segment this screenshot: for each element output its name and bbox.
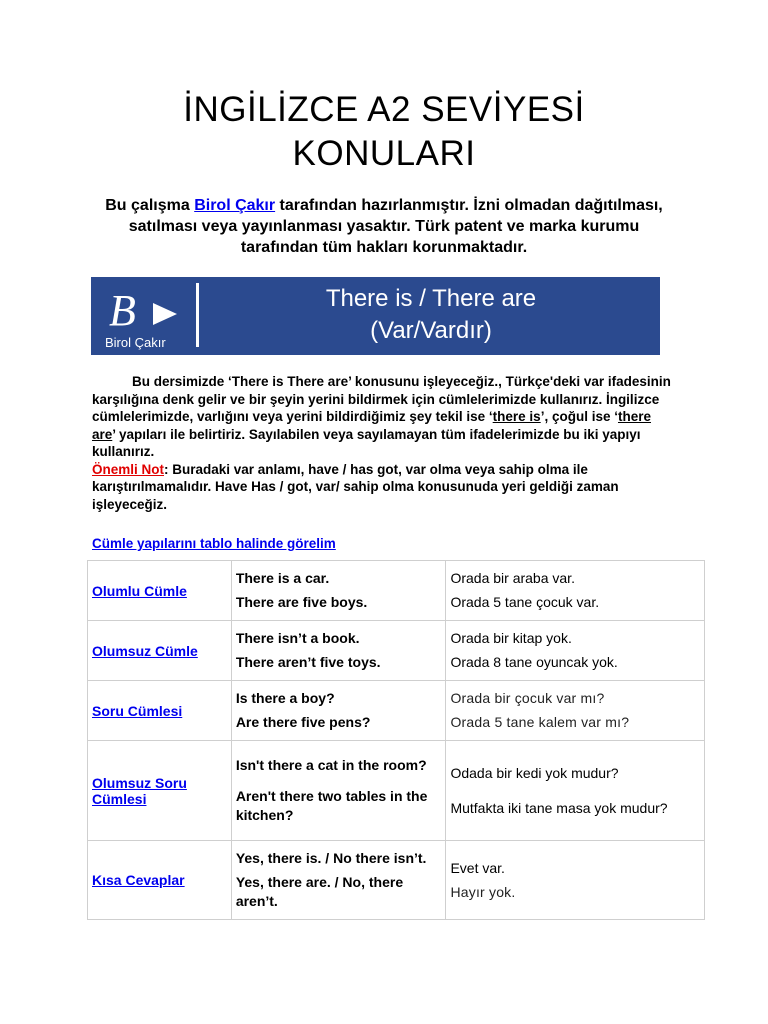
- intro-post: tarafından hazırlanmıştır. İzni olmadan dağıtılması, satılması veya yayınlanması yasaktır. Türk patent ve marka kurumu tarafından tüm hakları korunmaktadır.: [128, 197, 663, 256]
- important-note-text: : Buradaki var anlamı, have / has got, var olma veya sahip olma ile karıştırılmamalıdır. Have Has / got, var/ sahip olma konusunuda yeri geldiği zaman işleyeceğiz.: [92, 461, 619, 512]
- row-type-label[interactable]: Olumlu Cümle: [92, 582, 187, 599]
- para-part-2: ’, çoğul ise ‘: [540, 409, 618, 424]
- copyright-notice: [100, 195, 668, 258]
- english-sentence: Is there a boy?: [235, 690, 335, 706]
- turkish-sentence: Orada 5 tane kalem var mı?: [450, 714, 630, 730]
- row-type-label[interactable]: Kısa Cevaplar: [92, 872, 185, 888]
- lesson-banner: [91, 277, 660, 355]
- brand-name: Birol Çakır: [105, 335, 166, 350]
- row-type-cell: [88, 741, 232, 841]
- row-type-label[interactable]: Olumsuz Cümle: [92, 642, 198, 659]
- turkish-sentence: Orada bir çocuk var mı?: [450, 690, 605, 706]
- intro-pre: Bu çalışma: [105, 197, 195, 214]
- row-type-cell: [88, 561, 232, 621]
- english-cell: [231, 621, 446, 681]
- para-part-3: ’ yapıları ile belirtiriz. Sayılabilen veya sayılamayan tüm ifadelerimizde bu iki yapıyı kullanırız.: [92, 426, 641, 459]
- turkish-cell: [446, 621, 705, 681]
- turkish-sentence: Orada 8 tane oyuncak yok.: [450, 654, 618, 670]
- row-type-cell: [88, 681, 232, 741]
- play-arrow-icon: [153, 303, 177, 325]
- there-is-term: there is: [492, 409, 541, 424]
- there-are-term: there are: [92, 409, 651, 442]
- title-line-1: İNGİLİZCE A2 SEVİYESİ: [183, 90, 585, 129]
- turkish-cell: [446, 841, 705, 920]
- table-row: [88, 561, 705, 621]
- lesson-paragraph: [92, 373, 672, 513]
- logo-letter: B: [109, 286, 136, 335]
- turkish-sentence: Odada bir kedi yok mudur?: [450, 764, 619, 781]
- turkish-cell: [446, 741, 705, 841]
- page-title: [0, 88, 768, 176]
- turkish-sentence: Mutfakta iki tane masa yok mudur?: [450, 799, 668, 816]
- banner-title-line-2: (Var/Vardır): [370, 317, 492, 344]
- turkish-sentence: Hayır yok.: [450, 883, 516, 900]
- para-part-1: Bu dersimizde ‘There is There are’ konusunu işleyeceğiz., Türkçe'deki var ifadesinin karşılığına denk gelir ve bir şeyin yerini bildirmek için cümlelerimizde kullanırız. İngilizce cümlelerimizde, varlığını veya yerini bildirdiğimiz şey tekil ise ‘: [92, 374, 671, 424]
- english-cell: [231, 841, 446, 920]
- banner-divider: [196, 283, 199, 347]
- english-cell: [231, 681, 446, 741]
- table-row: [88, 841, 705, 920]
- turkish-cell: [446, 561, 705, 621]
- table-heading: Cümle yapılarını tablo halinde görelim: [92, 536, 336, 551]
- english-sentence: Are there five pens?: [235, 714, 371, 730]
- turkish-cell: [446, 681, 705, 741]
- english-sentence: There aren’t five toys.: [235, 654, 381, 670]
- english-sentence: Yes, there are. / No, there aren’t.: [235, 874, 404, 909]
- english-sentence: There isn’t a book.: [235, 630, 360, 646]
- important-note-label: Önemli Not: [92, 461, 165, 477]
- row-type-cell: [88, 621, 232, 681]
- english-sentence: There are five boys.: [235, 594, 368, 610]
- english-sentence: Aren't there two tables in the kitchen?: [235, 788, 428, 823]
- table-row: [88, 621, 705, 681]
- brand-logo: [103, 286, 193, 350]
- english-sentence: There is a car.: [235, 570, 330, 586]
- english-sentence: Isn't there a cat in the room?: [235, 757, 427, 773]
- turkish-sentence: Evet var.: [450, 859, 505, 876]
- english-cell: [231, 741, 446, 841]
- turkish-sentence: Orada bir kitap yok.: [450, 630, 572, 646]
- structure-table: [87, 560, 705, 920]
- title-line-2: KONULARI: [292, 134, 476, 173]
- table-row: [88, 681, 705, 741]
- table-row: [88, 741, 705, 841]
- turkish-sentence: Orada 5 tane çocuk var.: [450, 594, 600, 610]
- author-link[interactable]: Birol Çakır: [194, 197, 276, 214]
- english-sentence: Yes, there is. / No there isn’t.: [235, 850, 427, 866]
- banner-title-line-1: There is / There are: [325, 285, 537, 312]
- turkish-sentence: Orada bir araba var.: [450, 570, 575, 586]
- row-type-label[interactable]: Olumsuz Soru Cümlesi: [92, 774, 187, 807]
- english-cell: [231, 561, 446, 621]
- row-type-label[interactable]: Soru Cümlesi: [92, 702, 183, 719]
- row-type-cell: [88, 841, 232, 920]
- banner-title: [211, 283, 651, 347]
